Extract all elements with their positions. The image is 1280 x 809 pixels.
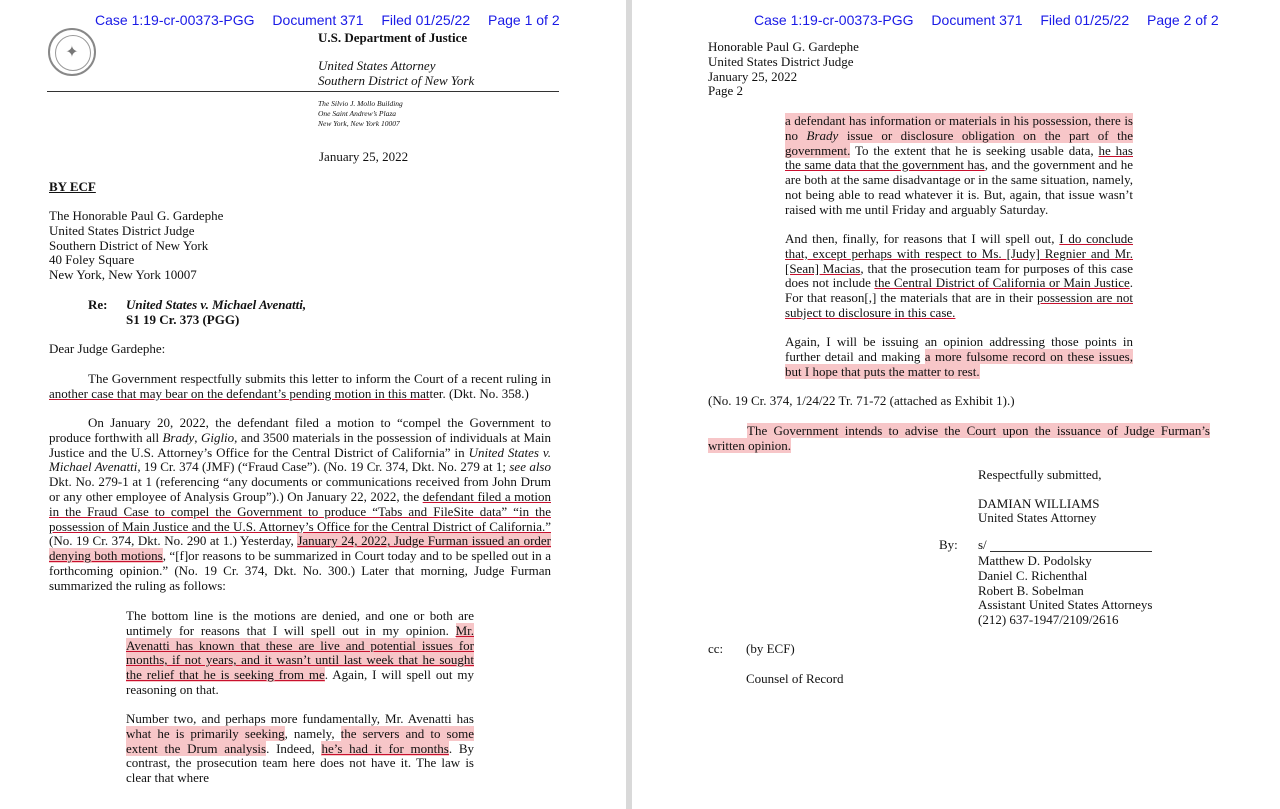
cc-method: (by ECF) <box>746 641 795 656</box>
ecf-header <box>95 12 568 28</box>
by-label: By: <box>939 537 958 552</box>
office-line-1: United States Attorney <box>318 58 436 73</box>
cc-label: cc: <box>708 641 724 656</box>
filed-date: Filed 01/25/22 <box>381 12 471 28</box>
case-number: Case 1:19-cr-00373-PGG <box>95 12 255 28</box>
body-paragraph-2: On January 20, 2022, the defendant filed a motion to “compel the Government to produce forthwith all Brady, Giglio, and 3500 materials in the possession of individuals at Main Justice and the U.S. Attorney’s Office for the Central District of California” in United States v. Michael Avenatti, 19 Cr. 374 (JMF) (“Fraud Case”). (No. 19 Cr. 374, Dkt. No. 279 at 1; see also Dkt. No. 279-1 at 1 (referencing “any documents or communications received from John Drum or any other employee of Analysis Group”).) On January 22, 2022, the defendant filed a motion in the Fraud Case to compel the Government to produce “Tabs and FileSite data” “in the possession of Main Justice and the U.S. Attorney’s Office for the Central District of California.” (No. 19 Cr. 374, Dkt. No. 290 at 1.) Yesterday, January 24, 2022, Judge Furman issued an order denying both motions, “[f]or reasons to be summarized in Court today and to be spelled out in a forthcoming opinion.” (No. 19 Cr. 374, Dkt. No. 300.) Later that morning, Judge Furman summarized the ruling as follows: <box>49 415 552 593</box>
signature-line <box>990 551 1152 552</box>
signer-title: United States Attorney <box>978 510 1097 525</box>
office-line-2: Southern District of New York <box>318 73 475 88</box>
body-paragraph-1: The Government respectfully submits this letter to inform the Court of a recent ruling in another case that may bear on the defendant’s pending motion in this matter. (Dkt. No. 358.) <box>49 371 551 401</box>
electronic-signature: s/ <box>978 537 987 552</box>
filed-date: Filed 01/25/22 <box>1040 12 1130 28</box>
office-address: The Silvio J. Mollo Building One Saint Andrew’s Plaza New York, New York 10007 <box>318 99 403 129</box>
delivery-method: BY ECF <box>49 179 96 194</box>
block-quote-1: The bottom line is the motions are denied, and one or both are untimely for reasons that I will spell out in my opinion. Mr. Avenatti has known that these are live and potential issues for months, if not years, and it wasn’t until last week that he sought the relief that he is seeking from me. Again, I will spell out my reasoning on that. <box>126 608 474 697</box>
re-number: S1 19 Cr. 373 (PGG) <box>126 312 240 327</box>
ecf-header <box>754 12 1227 28</box>
signer-name: DAMIAN WILLIAMS <box>978 496 1100 511</box>
closing: Respectfully submitted, <box>978 467 1102 482</box>
block-quote-4: And then, finally, for reasons that I will spell out, I do conclude that, except perhaps with respect to Ms. [Judy] Regnier and Mr. [Sean] Macias, that the prosecution team for purposes of this case does not include the Central District of California or Main Justice. For that reason[,] the materials that are in their possession are not subject to disclosure in this case. <box>785 231 1134 320</box>
agency-name: U.S. Department of Justice <box>318 30 468 45</box>
block-quote-2: Number two, and perhaps more fundamentally, Mr. Avenatti has what he is primarily seeking, namely, the servers and to some extent the Drum analysis. Indeed, he’s had it for months. By contrast, the prosecution team here does not have it. The law is clear that where <box>126 711 474 786</box>
running-head: Honorable Paul G. Gardephe United States District Judge January 25, 2022 Page 2 <box>708 39 859 99</box>
re-case: United States v. Michael Avenatti, <box>126 297 307 312</box>
salutation: Dear Judge Gardephe: <box>49 341 166 356</box>
document-number: Document 371 <box>931 12 1023 28</box>
letter-page-1 <box>0 0 626 809</box>
body-paragraph-3: The Government intends to advise the Court upon the issuance of Judge Furman’s written opinion. <box>708 423 1210 453</box>
block-quote-3: a defendant has information or materials in his possession, there is no Brady issue or disclosure obligation on the part of the government. To the extent that he is seeking usable data, he has the same data that the government has, and the government and he are both at the same disadvantage or in the same situation, namely, not being able to read whatever it is. But, again, that issue wasn’t raised with me until Friday and arguably Saturday. <box>785 113 1133 217</box>
transcript-citation: (No. 19 Cr. 374, 1/24/22 Tr. 71-72 (attached as Exhibit 1).) <box>708 393 1015 408</box>
case-number: Case 1:19-cr-00373-PGG <box>754 12 914 28</box>
addressee-block: The Honorable Paul G. Gardephe United States District Judge Southern District of New York 40 Foley Square New York, New York 10007 <box>49 208 224 283</box>
letterhead-rule <box>47 91 559 92</box>
re-label: Re: <box>88 297 108 312</box>
attorney-list: Matthew D. Podolsky Daniel C. Richenthal Robert B. Sobelman Assistant United States Attorneys (212) 637-1947/2109/2616 <box>978 553 1153 628</box>
doj-seal-icon <box>48 28 96 76</box>
page-number: Page 1 of 2 <box>488 12 560 28</box>
page-number: Page 2 of 2 <box>1147 12 1219 28</box>
letter-page-2 <box>632 0 1280 809</box>
block-quote-5: Again, I will be issuing an opinion addressing those points in further detail and making a more fulsome record on these issues, but I hope that puts the matter to rest. <box>785 334 1133 379</box>
document-number: Document 371 <box>272 12 364 28</box>
letter-date: January 25, 2022 <box>319 149 409 164</box>
cc-recipient: Counsel of Record <box>746 671 844 686</box>
